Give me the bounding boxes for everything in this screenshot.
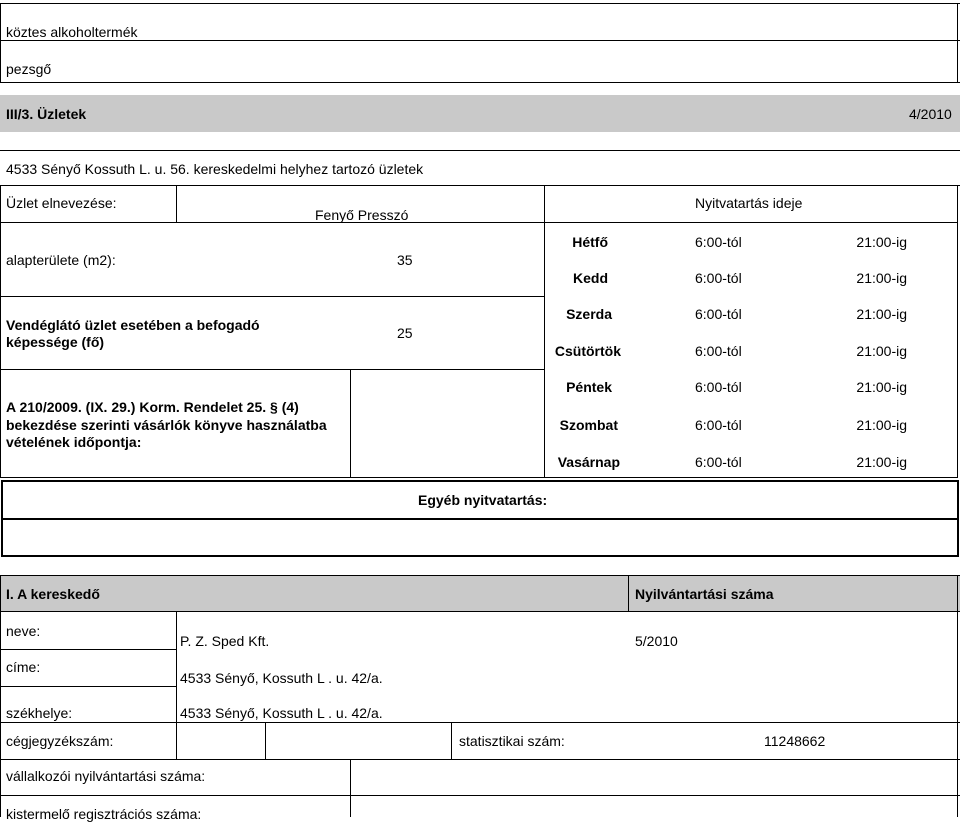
friday-from: 6:00-tól: [695, 379, 742, 395]
other-hours-label: Egyéb nyitvatartás:: [418, 492, 548, 508]
section-code: 4/2010: [909, 106, 952, 122]
top-row-2: pezsgő: [6, 61, 52, 77]
saturday-to: 21:00-ig: [856, 417, 907, 433]
day-friday: Péntek: [566, 379, 612, 395]
day-tuesday: Kedd: [573, 270, 608, 286]
book-label-3: vételének időpontja:: [6, 434, 142, 450]
place-heading: 4533 Sényő Kossuth L. u. 56. kereskedelmi helyhez tartozó üzletek: [6, 161, 424, 177]
capacity-label-1: Vendéglátó üzlet esetében a befogadó: [6, 317, 260, 333]
capacity-label-2: képessége (fő): [6, 334, 105, 350]
monday-from: 6:00-tól: [695, 234, 742, 250]
wednesday-to: 21:00-ig: [856, 306, 907, 322]
producer-label: kistermelő regisztrációs száma:: [6, 806, 202, 822]
day-sunday: Vasárnap: [557, 454, 620, 470]
wednesday-from: 6:00-tól: [695, 306, 742, 322]
trader-title: I. A kereskedő: [6, 586, 100, 602]
saturday-from: 6:00-tól: [695, 417, 742, 433]
day-wednesday: Szerda: [566, 306, 612, 322]
seat-label: székhelye:: [6, 705, 73, 721]
monday-to: 21:00-ig: [856, 234, 907, 250]
shop-name-label: Üzlet elnevezése:: [6, 195, 117, 211]
address-value: 4533 Sényő, Kossuth L . u. 42/a.: [180, 670, 383, 686]
thursday-to: 21:00-ig: [856, 343, 907, 359]
friday-to: 21:00-ig: [856, 379, 907, 395]
stat-label: statisztikai szám:: [459, 733, 565, 749]
company-reg-label: cégjegyzékszám:: [6, 733, 114, 749]
tuesday-to: 21:00-ig: [856, 270, 907, 286]
day-monday: Hétfő: [572, 234, 608, 250]
reg-title: Nyilvántartási száma: [635, 586, 774, 602]
trader-header-band: [0, 575, 960, 611]
day-thursday: Csütörtök: [554, 343, 621, 359]
tuesday-from: 6:00-tól: [695, 270, 742, 286]
hours-title: Nyitvatartás ideje: [695, 195, 803, 211]
area-value: 35: [397, 252, 413, 268]
section-header-band: [0, 95, 960, 132]
area-label: alapterülete (m2):: [6, 252, 116, 268]
capacity-value: 25: [397, 325, 413, 341]
sunday-from: 6:00-tól: [695, 454, 742, 470]
day-saturday: Szombat: [559, 417, 618, 433]
entrepreneur-label: vállalkozói nyilvántartási száma:: [6, 768, 206, 784]
top-row-1: köztes alkoholtermék: [6, 24, 138, 40]
name-label: neve:: [6, 623, 41, 639]
seat-value: 4533 Sényő, Kossuth L . u. 42/a.: [180, 705, 383, 721]
thursday-from: 6:00-tól: [695, 343, 742, 359]
stat-value: 11248662: [764, 733, 826, 749]
name-value: P. Z. Sped Kft.: [180, 633, 270, 649]
book-label-1: A 210/2009. (IX. 29.) Korm. Rendelet 25. § (4): [6, 399, 299, 415]
reg-value: 5/2010: [635, 633, 678, 649]
shop-name-value: Fenyő Presszó: [315, 207, 409, 223]
sunday-to: 21:00-ig: [856, 454, 907, 470]
address-label: címe:: [6, 659, 41, 675]
book-label-2: bekezdése szerinti vásárlók könyve használatba: [6, 417, 327, 433]
section-title: III/3. Üzletek: [6, 106, 87, 122]
